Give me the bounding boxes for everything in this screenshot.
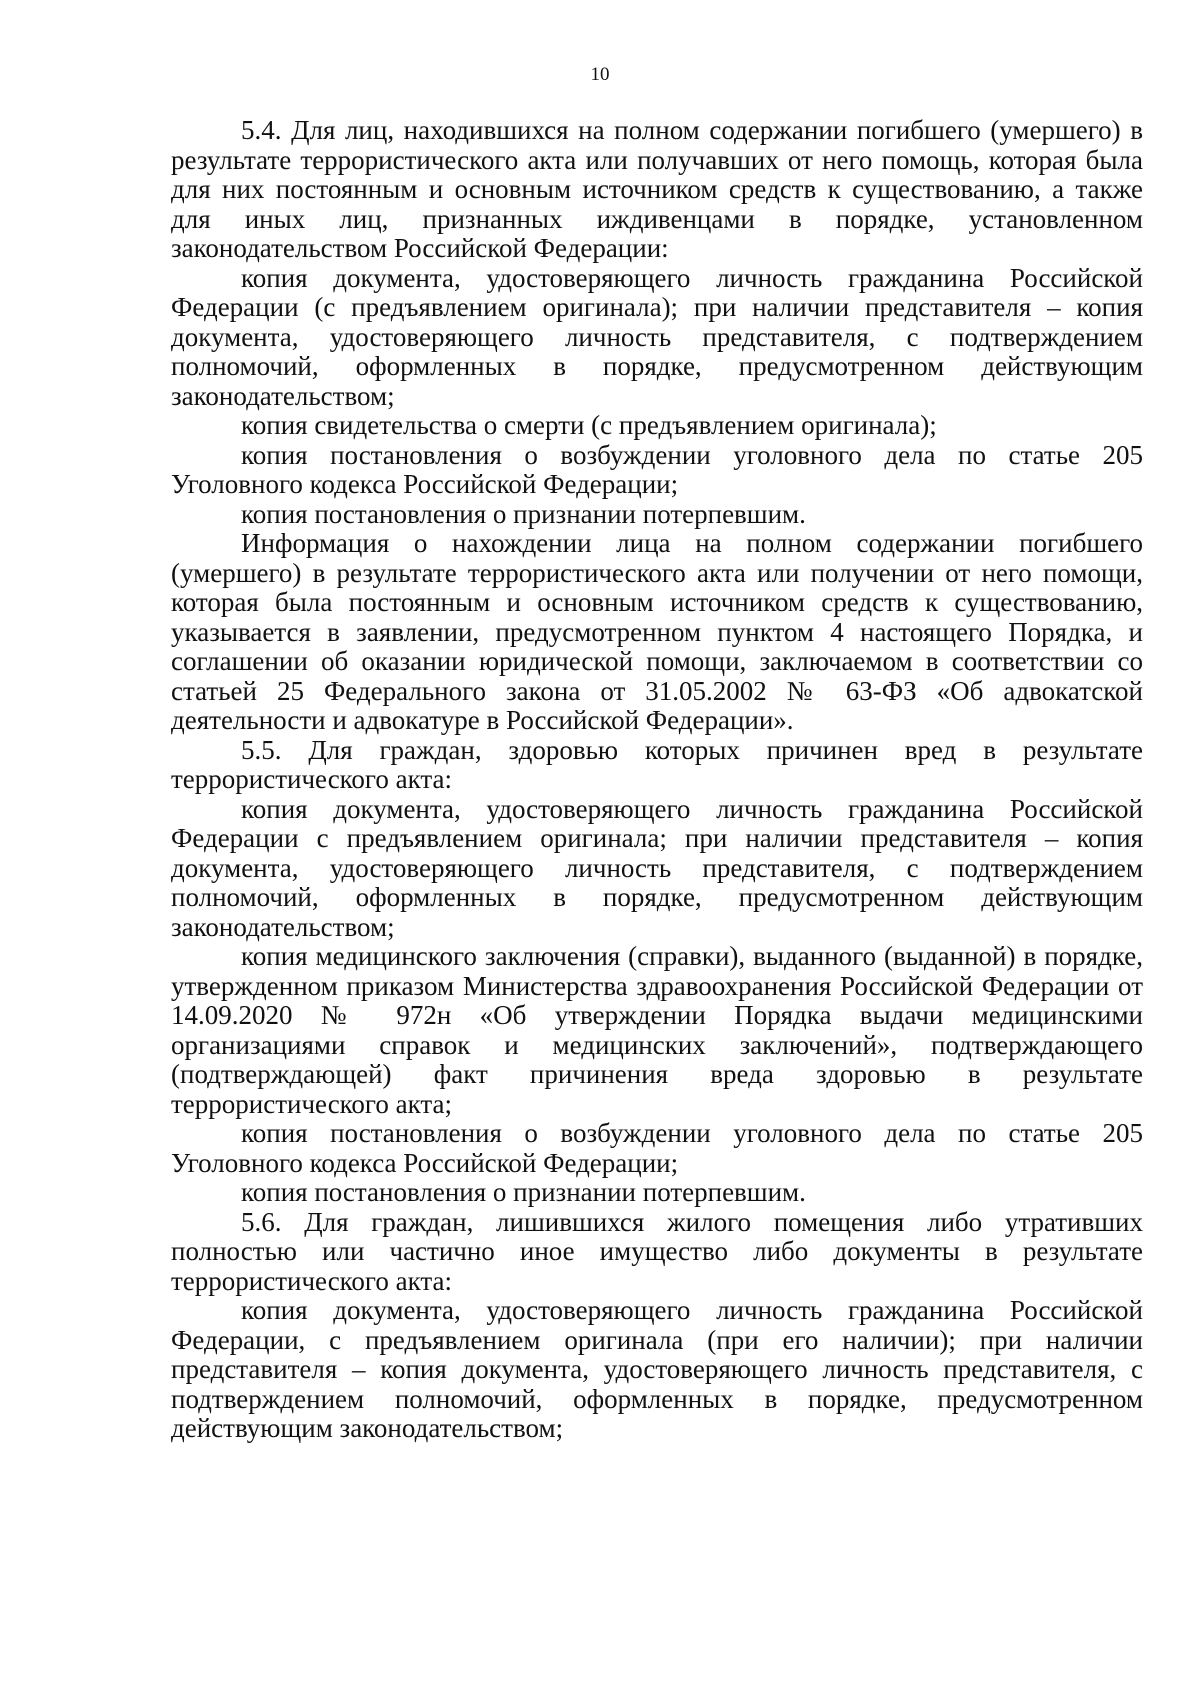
paragraph-medical-report: копия медицинского заключения (справки), выданного (выданной) в порядке, утвержденном приказом Министерства здравоохранения Российской Федерации от 14.09.2020 № 972н «Об утверждении Порядка выдачи медицинскими организациями справок и медицинских заключений», подтверждающего (подтверждающей) факт причинения вреда здоровью в результате террористического акта; xyxy=(171,941,1143,1119)
paragraph-victim-status: копия постановления о признании потерпевшим. xyxy=(241,1177,806,1207)
paragraph-criminal-case: копия постановления о возбуждении уголовного дела по статье 205 Уголовного кодекса Российской Федерации; xyxy=(171,439,1143,499)
paragraph-dependency-info: Информация о нахождении лица на полном содержании погибшего (умершего) в результате террористического акта или получении от него помощи, которая была постоянным и основным источником средств к существованию, указывается в заявлении, предусмотренном пунктом 4 настоящего Порядка, и соглашении об оказании юридической помощи, заключаемом в соответствии со статьей 25 Федерального закона от 31.05.2002 № 63-ФЗ «Об адвокатской деятельности и адвокатуре в Российской Федерации». xyxy=(171,528,1143,735)
paragraph-victim-status: копия постановления о признании потерпевшим. xyxy=(241,498,806,529)
paragraph-5-5: 5.5. Для граждан, здоровью которых причинен вред в результате террористического акта: xyxy=(171,734,1143,794)
page-number: 10 xyxy=(590,64,610,85)
paragraph-identity-copy: копия документа, удостоверяющего личность гражданина Российской Федерации (с предъявлением оригинала); при наличии представителя – копия документа, удостоверяющего личность представителя, с подтверждением полномочий, оформленных в порядке, предусмотренном действующим законодательством; xyxy=(171,262,1143,411)
paragraph-5-4: 5.4. Для лиц, находившихся на полном содержании погибшего (умершего) в результате террористического акта или получавших от него помощь, которая была для них постоянным и основным источником средств к существованию, а также для иных лиц, признанных иждивенцами в порядке, установленном законодательством Российской Федерации: xyxy=(171,115,1143,263)
paragraph-death-certificate: копия свидетельства о смерти (с предъявлением оригинала); xyxy=(241,410,937,440)
document-body xyxy=(171,116,1143,1444)
paragraph-identity-copy: копия документа, удостоверяющего личность гражданина Российской Федерации, с предъявлением оригинала (при его наличии); при наличии представителя – копия документа, удостоверяющего личность представителя, с подтверждением полномочий, оформленных в порядке, предусмотренном действующим законодательством; xyxy=(171,1295,1143,1443)
paragraph-5-6: 5.6. Для граждан, лишившихся жилого помещения либо утративших полностью или частично иное имущество либо документы в результате террористического акта: xyxy=(171,1206,1143,1296)
paragraph-identity-copy: копия документа, удостоверяющего личность гражданина Российской Федерации с предъявлением оригинала; при наличии представителя – копия документа, удостоверяющего личность представителя, с подтверждением полномочий, оформленных в порядке, предусмотренном действующим законодательством; xyxy=(171,793,1143,942)
paragraph-criminal-case: копия постановления о возбуждении уголовного дела по статье 205 Уголовного кодекса Российской Федерации; xyxy=(171,1118,1143,1178)
